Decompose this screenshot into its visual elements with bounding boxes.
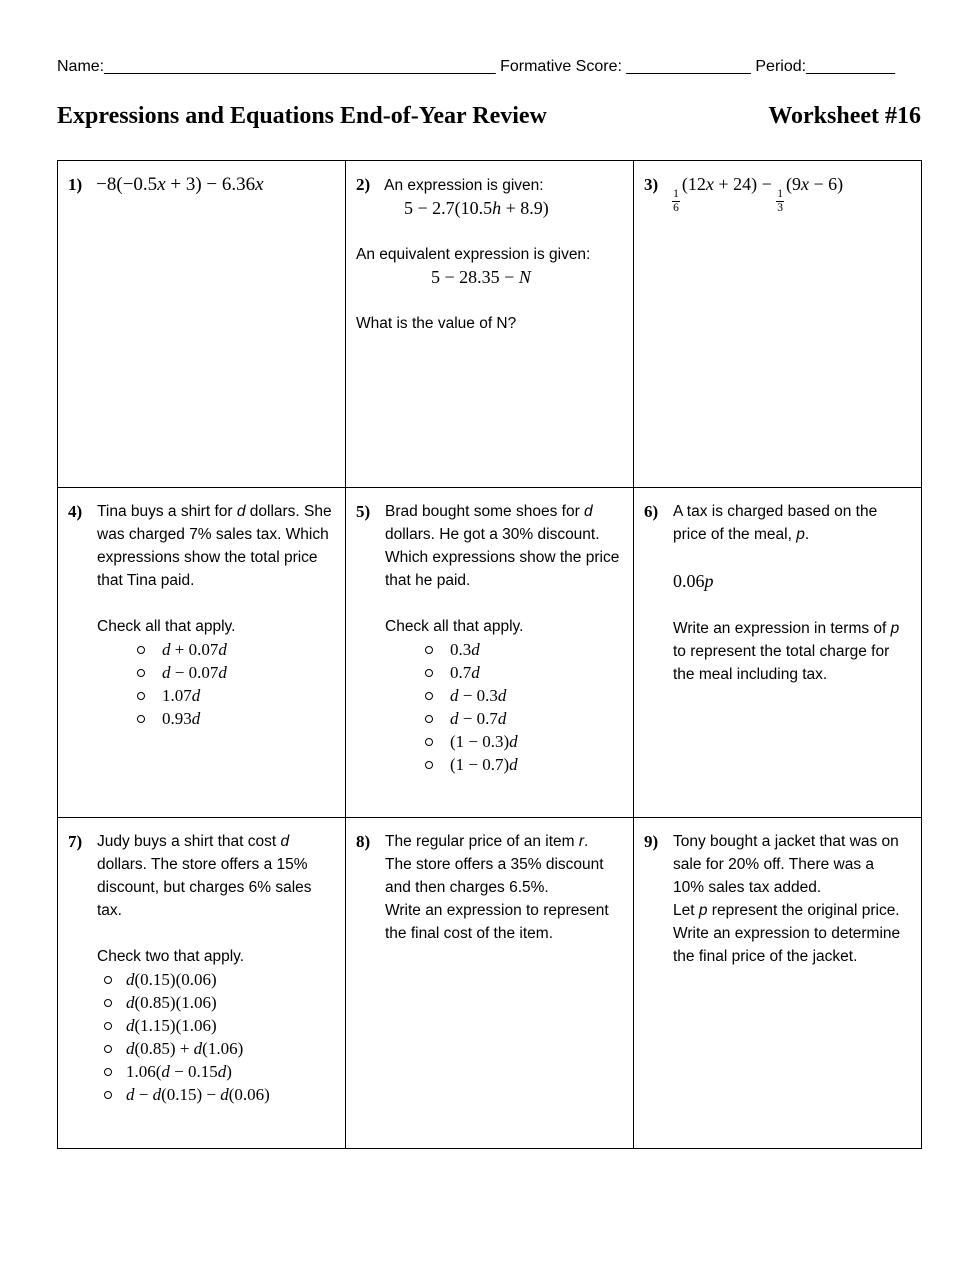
option-expression: 0.3d [450,640,480,659]
circle-bullet-icon [425,761,433,769]
option-row [137,638,333,661]
option-row [104,1060,333,1083]
problem-number: 9) [644,832,659,851]
fraction-numerator: 1 [673,188,679,200]
name-blank-line: ____________________________________________ [104,58,496,75]
options-list [425,638,621,776]
problem-cell-3 [634,161,922,488]
option-expression: d − d(0.15) − d(0.06) [126,1085,270,1104]
option-row [104,1083,333,1106]
fraction-denominator: 6 [673,202,679,215]
problem-number: 1) [68,175,83,194]
problem-cell-2 [346,161,634,488]
circle-bullet-icon [137,669,145,677]
problem-cell-1 [58,161,346,488]
problem-text: The regular price of an item r. [385,833,589,850]
option-expression: d − 0.07d [162,663,227,682]
circle-bullet-icon [104,1091,112,1099]
option-row [425,730,621,753]
expression-part: (9x − 6) [785,174,844,194]
check-instruction: Check two that apply. [97,948,245,965]
option-expression: d − 0.3d [450,686,507,705]
problem-text: Tina buys a shirt for d dollars. She was charged 7% sales tax. Which expressions show the total price that Tina paid. [97,503,332,589]
option-row [137,684,333,707]
problem-number: 6) [644,502,659,521]
circle-bullet-icon [137,715,145,723]
problem-cell-8 [346,818,634,1149]
circle-bullet-icon [425,692,433,700]
fraction-numerator: 1 [777,188,783,200]
circle-bullet-icon [137,646,145,654]
problem-text: Write an expression in terms of p to represent the total charge for the meal including tax. [673,620,900,683]
option-row [137,661,333,684]
option-row [137,707,333,730]
problem-number: 8) [356,832,371,851]
problem-text: Tony bought a jacket that was on sale for 20% off. There was a 10% sales tax added. [673,833,899,896]
problem-cell-7 [58,818,346,1149]
problem-expression: 0.06p [673,571,714,591]
option-row [104,991,333,1014]
circle-bullet-icon [104,1022,112,1030]
circle-bullet-icon [104,999,112,1007]
option-expression: (1 − 0.3)d [450,732,518,751]
period-label: Period: [750,58,807,75]
option-expression: d(1.15)(1.06) [126,1016,217,1035]
name-label: Name: [57,58,105,75]
check-instruction: Check all that apply. [97,618,236,635]
option-expression: 0.93d [162,709,201,728]
equivalent-expression: 5 − 28.35 − N [431,267,531,287]
problem-number: 7) [68,832,83,851]
option-expression: 0.7d [450,663,480,682]
problem-expression [672,173,843,215]
option-row [425,753,621,776]
expression-part: (12x + 24) − [681,174,777,194]
options-list [137,638,333,730]
worksheet-number: Worksheet #16 [768,103,921,129]
option-row [104,1037,333,1060]
fraction [776,188,784,215]
given-expression: 5 − 2.7(10.5h + 8.9) [404,198,549,218]
option-expression: d − 0.7d [450,709,507,728]
problem-text: Let p represent the original price. Write an expression to determine the final price of the jacket. [673,902,901,965]
option-expression: d(0.15)(0.06) [126,970,217,989]
problem-expression: −8(−0.5x + 3) − 6.36x [96,174,264,195]
fraction [672,188,680,215]
option-row [425,684,621,707]
problem-number: 3) [644,175,659,194]
problem-text: Judy buys a shirt that cost d dollars. The store offers a 15% discount, but charges 6% sales tax. [97,833,312,919]
option-row [104,1014,333,1037]
option-row [425,707,621,730]
problem-text: The store offers a 35% discount and then charges 6.5%. [385,856,604,896]
option-expression: 1.07d [162,686,201,705]
worksheet-header [57,58,921,76]
problem-cell-4 [58,488,346,818]
option-row [425,638,621,661]
worksheet-title: Expressions and Equations End-of-Year Review [57,103,547,129]
option-expression: d(0.85)(1.06) [126,993,217,1012]
option-row [425,661,621,684]
problem-text: Brad bought some shoes for d dollars. He got a 30% discount. Which expressions show the price that he paid. [385,503,620,589]
problem-cell-5 [346,488,634,818]
option-expression: d + 0.07d [162,640,227,659]
circle-bullet-icon [425,669,433,677]
formative-score-blank-line: ______________ [626,58,751,75]
circle-bullet-icon [104,976,112,984]
circle-bullet-icon [137,692,145,700]
option-row [104,968,333,991]
circle-bullet-icon [104,1045,112,1053]
problems-table [57,160,922,1149]
title-row [57,103,921,130]
fraction-denominator: 3 [777,202,783,215]
options-list [104,968,333,1106]
circle-bullet-icon [104,1068,112,1076]
problem-text: An equivalent expression is given: [356,246,591,263]
circle-bullet-icon [425,646,433,654]
problem-cell-9 [634,818,922,1149]
problem-number: 5) [356,502,371,521]
circle-bullet-icon [425,715,433,723]
problem-number: 2) [356,175,371,194]
formative-score-label: Formative Score: [495,58,627,75]
option-expression: 1.06(d − 0.15d) [126,1062,232,1081]
problem-text: A tax is charged based on the price of the meal, p. [673,503,878,543]
check-instruction: Check all that apply. [385,618,524,635]
circle-bullet-icon [425,738,433,746]
problem-cell-6 [634,488,922,818]
problem-text: Write an expression to represent the final cost of the item. [385,902,609,942]
option-expression: d(0.85) + d(1.06) [126,1039,244,1058]
problem-question: What is the value of N? [356,315,517,332]
problem-number: 4) [68,502,83,521]
problem-text: An expression is given: [384,177,544,194]
period-blank-line: __________ [806,58,896,75]
option-expression: (1 − 0.7)d [450,755,518,774]
